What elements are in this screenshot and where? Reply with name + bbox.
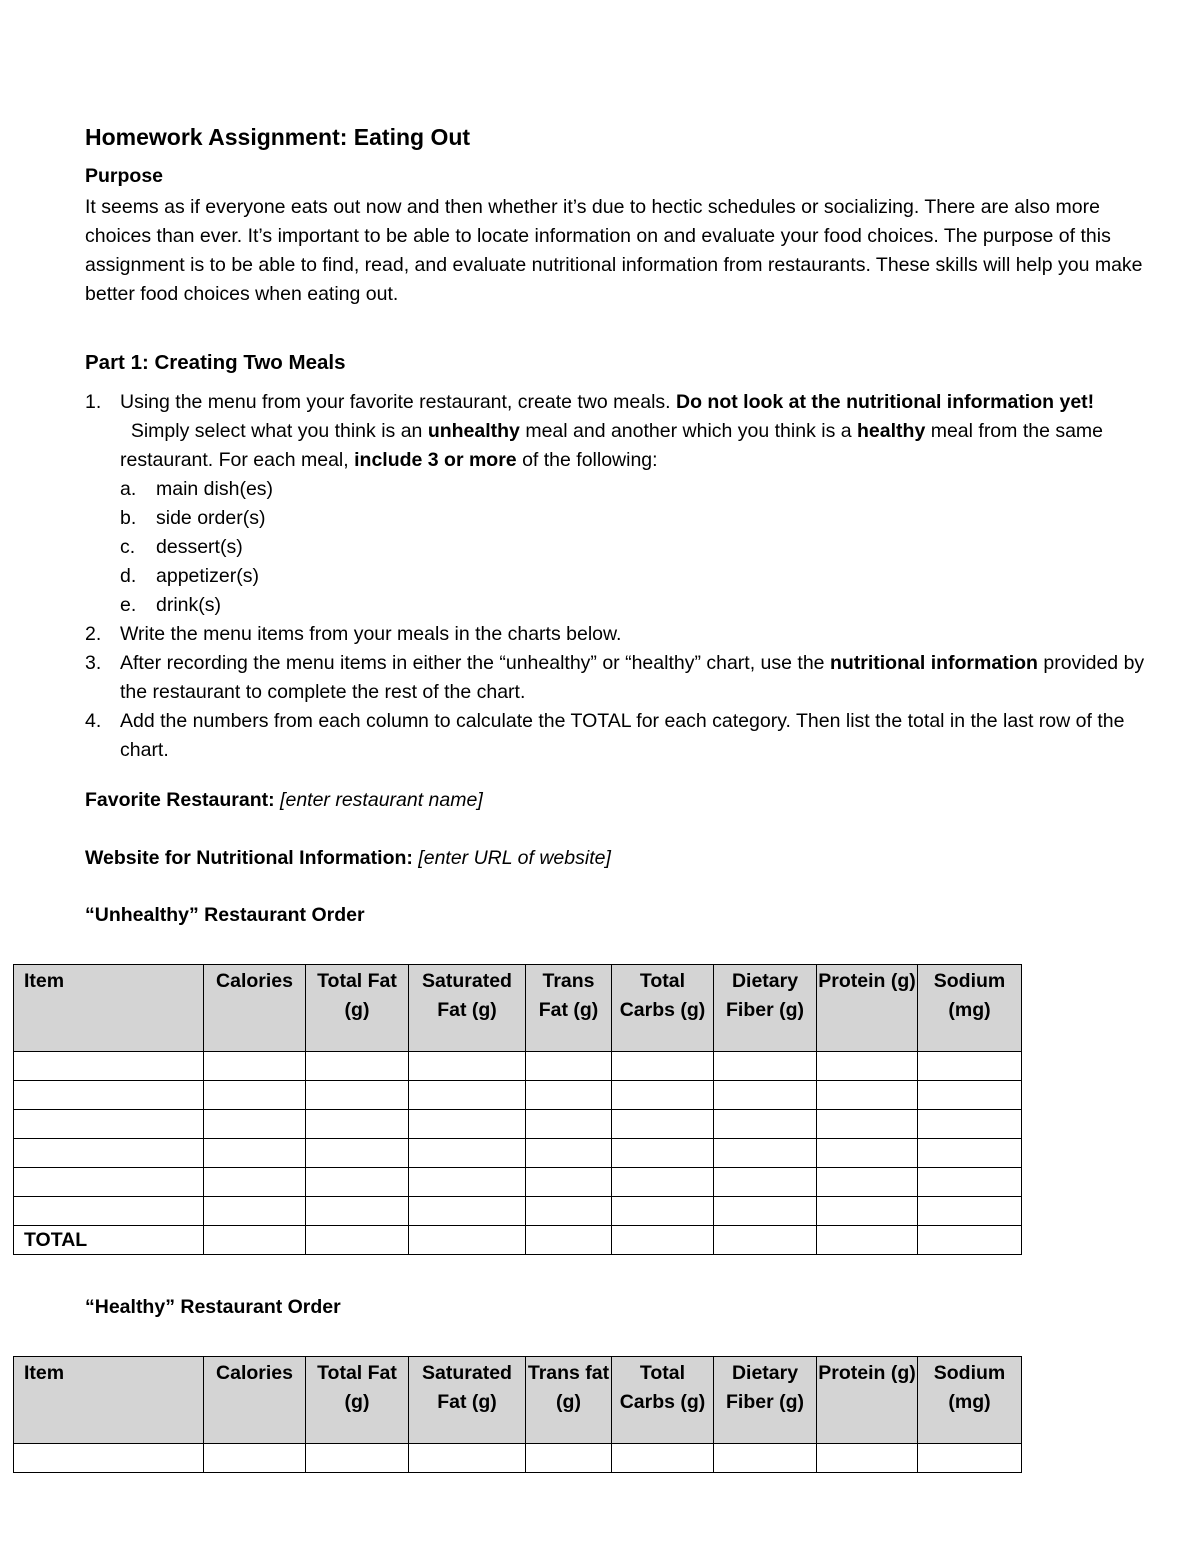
total-cell[interactable] [612, 1226, 714, 1255]
instruction-step-2 [85, 620, 1145, 649]
step-text: Using the menu from your favorite restaurant, create two meals. [120, 391, 676, 413]
step-bold-text: unhealthy [427, 420, 520, 442]
table-cell[interactable] [409, 1197, 526, 1226]
table-cell[interactable] [714, 1052, 817, 1081]
step-text: After recording the menu items in either the “unhealthy” or “healthy” chart, use the [120, 652, 830, 674]
table-cell[interactable] [306, 1444, 409, 1473]
table-cell[interactable] [918, 1139, 1022, 1168]
item-letter: d. [120, 565, 137, 587]
step-text: meal from the same restaurant. For each meal, [120, 420, 1104, 471]
table-cell[interactable] [714, 1081, 817, 1110]
item-letter: e. [120, 594, 137, 616]
table-cell[interactable] [612, 1081, 714, 1110]
table-cell[interactable] [526, 1444, 612, 1473]
column-header: Total Fat (g) [306, 1357, 409, 1444]
step-bold-text: healthy [857, 420, 926, 442]
column-header: Protein (g) [817, 1357, 918, 1444]
table-cell[interactable] [204, 1197, 306, 1226]
instruction-step-3 [85, 649, 1145, 707]
column-header: Total Carbs (g) [612, 1357, 714, 1444]
table-row [14, 1168, 1022, 1197]
favorite-restaurant-label: Favorite Restaurant: [85, 789, 275, 811]
table-cell[interactable] [612, 1139, 714, 1168]
table-cell[interactable] [14, 1110, 204, 1139]
table-cell[interactable] [14, 1197, 204, 1226]
table-cell[interactable] [526, 1197, 612, 1226]
table-cell[interactable] [526, 1052, 612, 1081]
website-url-field[interactable]: [enter URL of website] [412, 847, 611, 869]
column-header: Trans fat (g) [526, 1357, 612, 1444]
table-row [14, 1052, 1022, 1081]
website-label: Website for Nutritional Information: [85, 847, 413, 869]
instruction-list [85, 388, 1145, 765]
table-cell[interactable] [612, 1168, 714, 1197]
meal-component-item [85, 475, 1145, 504]
meal-component-item [85, 562, 1145, 591]
column-header: Saturated Fat (g) [409, 965, 526, 1052]
table-row [14, 1197, 1022, 1226]
column-header: Total Carbs (g) [612, 965, 714, 1052]
table-cell[interactable] [409, 1052, 526, 1081]
item-letter: c. [120, 536, 136, 558]
step-bold-text: Do not look at the nutritional information yet! [676, 391, 1095, 413]
step-text: Simply select what you think is an [120, 420, 428, 442]
total-cell[interactable] [409, 1226, 526, 1255]
table-cell[interactable] [918, 1168, 1022, 1197]
column-header: Item [14, 1357, 204, 1444]
column-header: Protein (g) [817, 965, 918, 1052]
table-cell[interactable] [306, 1168, 409, 1197]
table-cell[interactable] [714, 1110, 817, 1139]
table-cell[interactable] [817, 1168, 918, 1197]
table-cell[interactable] [817, 1081, 918, 1110]
table-cell[interactable] [204, 1052, 306, 1081]
table-cell[interactable] [14, 1052, 204, 1081]
meal-component-item [85, 591, 1145, 620]
step-number: 2. [85, 623, 102, 645]
column-header: Item [14, 965, 204, 1052]
instruction-step-4 [85, 707, 1145, 765]
meal-component-item [85, 504, 1145, 533]
table-cell[interactable] [409, 1110, 526, 1139]
table-cell[interactable] [409, 1444, 526, 1473]
column-header: Sodium (mg) [918, 1357, 1022, 1444]
step-text: Write the menu items from your meals in the charts below. [120, 623, 622, 645]
table-header-row [14, 1357, 1022, 1444]
item-text: drink(s) [156, 594, 222, 616]
table-cell[interactable] [409, 1139, 526, 1168]
meal-component-item [85, 533, 1145, 562]
table-cell[interactable] [306, 1110, 409, 1139]
table-cell[interactable] [817, 1110, 918, 1139]
table-cell[interactable] [14, 1168, 204, 1197]
column-header: Total Fat (g) [306, 965, 409, 1052]
table-cell[interactable] [817, 1052, 918, 1081]
meal-component-list [85, 475, 1145, 620]
table-cell[interactable] [526, 1081, 612, 1110]
table-cell[interactable] [714, 1197, 817, 1226]
healthy-table-heading: “Healthy” Restaurant Order [85, 1296, 341, 1318]
table-cell[interactable] [204, 1139, 306, 1168]
total-cell[interactable] [526, 1226, 612, 1255]
table-cell[interactable] [918, 1052, 1022, 1081]
table-row [14, 1110, 1022, 1139]
table-cell[interactable] [306, 1081, 409, 1110]
total-label: TOTAL [14, 1226, 204, 1255]
column-header: Dietary Fiber (g) [714, 1357, 817, 1444]
step-text: Add the numbers from each column to calculate the TOTAL for each category. Then list the total in the last row of the chart. [120, 710, 1125, 761]
column-header: Trans Fat (g) [526, 965, 612, 1052]
table-cell[interactable] [612, 1110, 714, 1139]
total-cell[interactable] [306, 1226, 409, 1255]
table-cell[interactable] [204, 1168, 306, 1197]
item-text: appetizer(s) [156, 565, 259, 587]
step-number: 3. [85, 652, 102, 674]
table-cell[interactable] [918, 1444, 1022, 1473]
table-cell[interactable] [14, 1139, 204, 1168]
step-number: 4. [85, 710, 102, 732]
column-header: Calories [204, 965, 306, 1052]
table-row [14, 1081, 1022, 1110]
unhealthy-table-heading: “Unhealthy” Restaurant Order [85, 904, 365, 926]
step-text: provided by the restaurant to complete the rest of the chart. [120, 652, 1145, 703]
total-row [14, 1226, 1022, 1255]
website-line [85, 847, 611, 870]
table-cell[interactable] [918, 1110, 1022, 1139]
item-letter: b. [120, 507, 137, 529]
table-row [14, 1139, 1022, 1168]
purpose-paragraph: It seems as if everyone eats out now and then whether it’s due to hectic schedules or socializing. There are also more choices than ever. It’s important to be able to locate information on and evaluate your food choices. The purpose of this assignment is to be able to find, read, and evaluate nutritional information from restaurants. These skills will help you make better food choices when eating out. [85, 196, 1143, 305]
table-cell[interactable] [817, 1197, 918, 1226]
total-cell[interactable] [918, 1226, 1022, 1255]
table-cell[interactable] [409, 1168, 526, 1197]
table-cell[interactable] [612, 1444, 714, 1473]
table-cell[interactable] [14, 1444, 204, 1473]
column-header: Saturated Fat (g) [409, 1357, 526, 1444]
column-header: Dietary Fiber (g) [714, 965, 817, 1052]
table-cell[interactable] [306, 1139, 409, 1168]
table-cell[interactable] [306, 1197, 409, 1226]
table-cell[interactable] [204, 1110, 306, 1139]
step-text: of the following: [516, 449, 658, 471]
table-cell[interactable] [204, 1444, 306, 1473]
total-cell[interactable] [714, 1226, 817, 1255]
table-cell[interactable] [918, 1081, 1022, 1110]
instruction-step-1 [85, 388, 1145, 620]
total-cell[interactable] [204, 1226, 306, 1255]
table-cell[interactable] [714, 1139, 817, 1168]
favorite-restaurant-field[interactable]: [enter restaurant name] [274, 789, 483, 811]
table-cell[interactable] [817, 1139, 918, 1168]
item-text: side order(s) [156, 507, 266, 529]
item-text: dessert(s) [156, 536, 243, 558]
column-header: Sodium (mg) [918, 965, 1022, 1052]
purpose-heading: Purpose [85, 165, 164, 187]
table-cell[interactable] [526, 1110, 612, 1139]
table-cell[interactable] [526, 1139, 612, 1168]
total-cell[interactable] [817, 1226, 918, 1255]
healthy-order-table [13, 1356, 1022, 1473]
table-cell[interactable] [409, 1081, 526, 1110]
table-cell[interactable] [714, 1444, 817, 1473]
step-bold-text: nutritional information [829, 652, 1038, 674]
table-cell[interactable] [526, 1168, 612, 1197]
favorite-restaurant-line [85, 789, 483, 812]
table-cell[interactable] [918, 1197, 1022, 1226]
table-cell[interactable] [612, 1197, 714, 1226]
table-cell[interactable] [204, 1081, 306, 1110]
table-cell[interactable] [714, 1168, 817, 1197]
table-cell[interactable] [14, 1081, 204, 1110]
document-title: Homework Assignment: Eating Out [85, 124, 471, 150]
item-letter: a. [120, 478, 137, 500]
table-cell[interactable] [612, 1052, 714, 1081]
table-row [14, 1444, 1022, 1473]
table-header-row [14, 965, 1022, 1052]
unhealthy-order-table [13, 964, 1022, 1255]
item-text: main dish(es) [156, 478, 274, 500]
part1-heading: Part 1: Creating Two Meals [85, 351, 346, 374]
step-number: 1. [85, 391, 102, 413]
table-cell[interactable] [306, 1052, 409, 1081]
column-header: Calories [204, 1357, 306, 1444]
step-text: meal and another which you think is a [519, 420, 858, 442]
table-cell[interactable] [817, 1444, 918, 1473]
step-bold-text: include 3 or more [354, 449, 517, 471]
